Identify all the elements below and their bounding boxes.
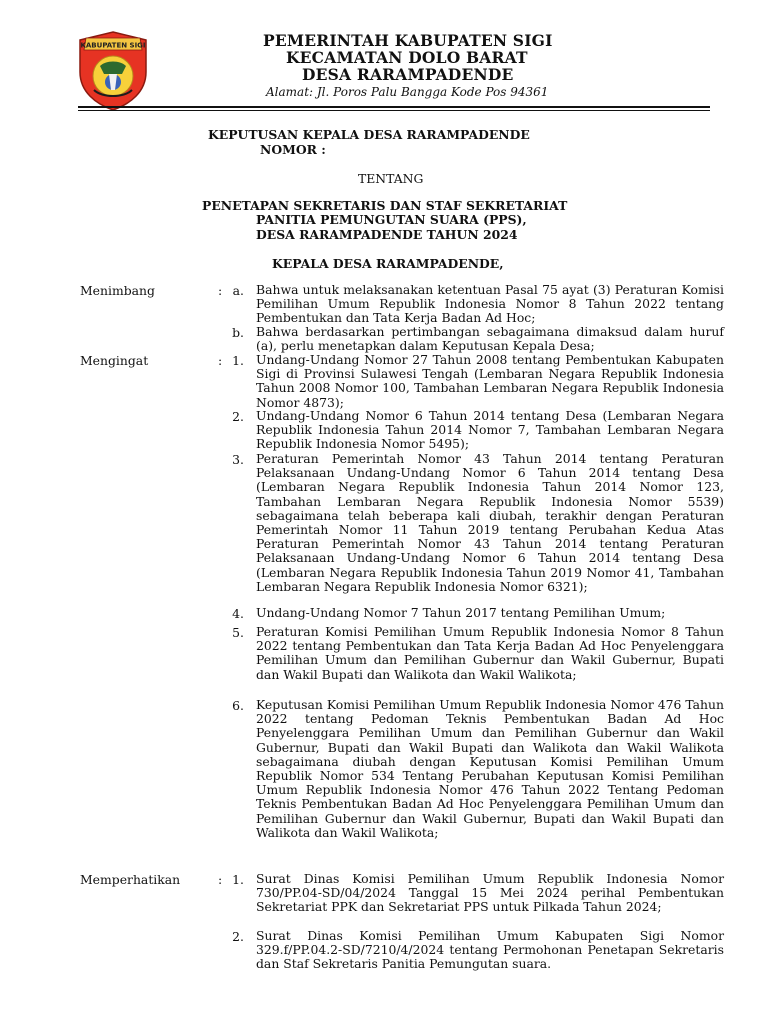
letterhead-rule-thin — [78, 110, 710, 111]
section-label-memperhatikan: Memperhatikan — [80, 872, 181, 887]
decree-subject-line2: PANITIA PEMUNGUTAN SUARA (PPS), — [256, 212, 527, 227]
decree-tentang: TENTANG — [358, 171, 424, 186]
item-marker: 1. — [232, 872, 244, 887]
item-marker: 2. — [232, 929, 244, 944]
item-marker: 3. — [232, 452, 244, 467]
item-marker: 6. — [232, 698, 244, 713]
letterhead-village: DESA RARAMPADENDE — [302, 65, 514, 84]
list-item: Peraturan Pemerintah Nomor 43 Tahun 2014 tentang Peraturan Pelaksanaan Undang-Undang Nomor 6 Tahun 2014 tentang Desa (Lembaran Negara Republik Indonesia Tahun 2014 Nomor 123, Tambahan Lembaran Negara Republik Indonesia Nomor 5539) sebagaimana telah beberapa kali diubah, terakhir dengan Peraturan Pemerintah Nomor 11 Tahun 2019 tentang Perubahan Kedua Atas Peraturan Pemerintah Nomor 43 Tahun 2014 tentang Peraturan Pelaksanaan Undang-Undang Nomor 6 Tahun 2014 tentang Desa (Lembaran Negara Republik Indonesia Tahun 2019 Nomor 41, Tambahan Lembaran Negara Republik Indonesia Nomor 6321); — [256, 451, 724, 594]
section-label-menimbang: Menimbang — [80, 283, 155, 298]
decree-heading: KEPUTUSAN KEPALA DESA RARAMPADENDE — [208, 127, 530, 142]
item-marker: a. — [232, 283, 244, 298]
letterhead-address: Alamat: Jl. Poros Palu Bangga Kode Pos 94361 — [266, 85, 549, 99]
item-marker: 2. — [232, 409, 244, 424]
section-label-mengingat: Mengingat — [80, 353, 149, 368]
letterhead — [200, 32, 680, 99]
decree-subject-line3: DESA RARAMPADENDE TAHUN 2024 — [256, 227, 518, 242]
list-item: Keputusan Komisi Pemilihan Umum Republik Indonesia Nomor 476 Tahun 2022 tentang Pedoman Teknis Pembentukan Badan Ad Hoc Penyelenggara Pemilihan Umum dan Pemilihan Gubernur dan Wakil Gubernur, Bupati dan Wakil Bupati dan Walikota dan Wakil Walikota sebagaimana diubah dengan Keputusan Komisi Pemilihan Umum Republik Nomor 534 Tentang Perubahan Keputusan Komisi Pemilihan Umum Republik Indonesia Nomor 476 Tahun 2022 Tentang Pedoman Teknis Pembentukan Badan Ad Hoc Penyelenggara Pemilihan Umum dan Pemilihan Gubernur dan Wakil Gubernur, Bupati dan Wakil Bupati dan Walikota dan Wakil Walikota; — [256, 697, 724, 840]
item-marker: 5. — [232, 625, 244, 640]
letterhead-district: KECAMATAN DOLO BARAT — [286, 48, 528, 67]
item-marker: 4. — [232, 606, 244, 621]
list-item: Bahwa berdasarkan pertimbangan sebagaimana dimaksud dalam huruf (a), perlu menetapkan dalam Keputusan Kepala Desa; — [256, 324, 724, 354]
decree-official: KEPALA DESA RARAMPADENDE, — [272, 256, 504, 271]
section-colon: : — [218, 353, 223, 368]
list-item: Peraturan Komisi Pemilihan Umum Republik Indonesia Nomor 8 Tahun 2022 tentang Pembentukan dan Tata Kerja Badan Ad Hoc Penyelenggara Pemilihan Umum dan Pemilihan Gubernur dan Wakil Gubernur, Bupati dan Wakil Bupati dan Walikota dan Wakil Walikota; — [256, 624, 724, 682]
decree-subject-line1: PENETAPAN SEKRETARIS DAN STAF SEKRETARIAT — [202, 198, 568, 213]
list-item: Bahwa untuk melaksanakan ketentuan Pasal 75 ayat (3) Peraturan Komisi Pemilihan Umum Republik Indonesia Nomor 8 Tahun 2022 tentang Pembentukan dan Tata Kerja Badan Ad Hoc; — [256, 282, 724, 326]
letterhead-rule-thick — [78, 106, 710, 108]
list-item: Surat Dinas Komisi Pemilihan Umum Republik Indonesia Nomor 730/PP.04-SD/04/2024 Tanggal 15 Mei 2024 perihal Pembentukan Sekretariat PPK dan Sekretariat PPS untuk Pilkada Tahun 2024; — [256, 871, 724, 915]
section-colon: : — [218, 283, 223, 298]
item-marker: b. — [232, 325, 244, 340]
list-item: Undang-Undang Nomor 27 Tahun 2008 tentang Pembentukan Kabupaten Sigi di Provinsi Sulawesi Tengah (Lembaran Negara Republik Indonesia Tahun 2008 Nomor 100, Tambahan Lembaran Negara Republik Indonesia Nomor 4873); — [256, 352, 724, 410]
list-item: Surat Dinas Komisi Pemilihan Umum Kabupaten Sigi Nomor 329.f/PP.04.2-SD/7210/4/2024 tentang Permohonan Penetapan Sekretaris dan Staf Sekretaris Panitia Pemungutan suara. — [256, 928, 724, 972]
list-item: Undang-Undang Nomor 6 Tahun 2014 tentang Desa (Lembaran Negara Republik Indonesia Tahun 2014 Nomor 7, Tambahan Lembaran Negara Republik Indonesia Nomor 5495); — [256, 408, 724, 452]
letterhead-government: PEMERINTAH KABUPATEN SIGI — [263, 31, 553, 50]
svg-text:KABUPATEN SIGI: KABUPATEN SIGI — [80, 41, 146, 50]
decree-number: NOMOR : — [260, 142, 326, 157]
item-marker: 1. — [232, 353, 244, 368]
kabupaten-sigi-logo — [76, 30, 150, 112]
section-colon: : — [218, 872, 223, 887]
list-item: Undang-Undang Nomor 7 Tahun 2017 tentang Pemilihan Umum; — [256, 605, 666, 620]
